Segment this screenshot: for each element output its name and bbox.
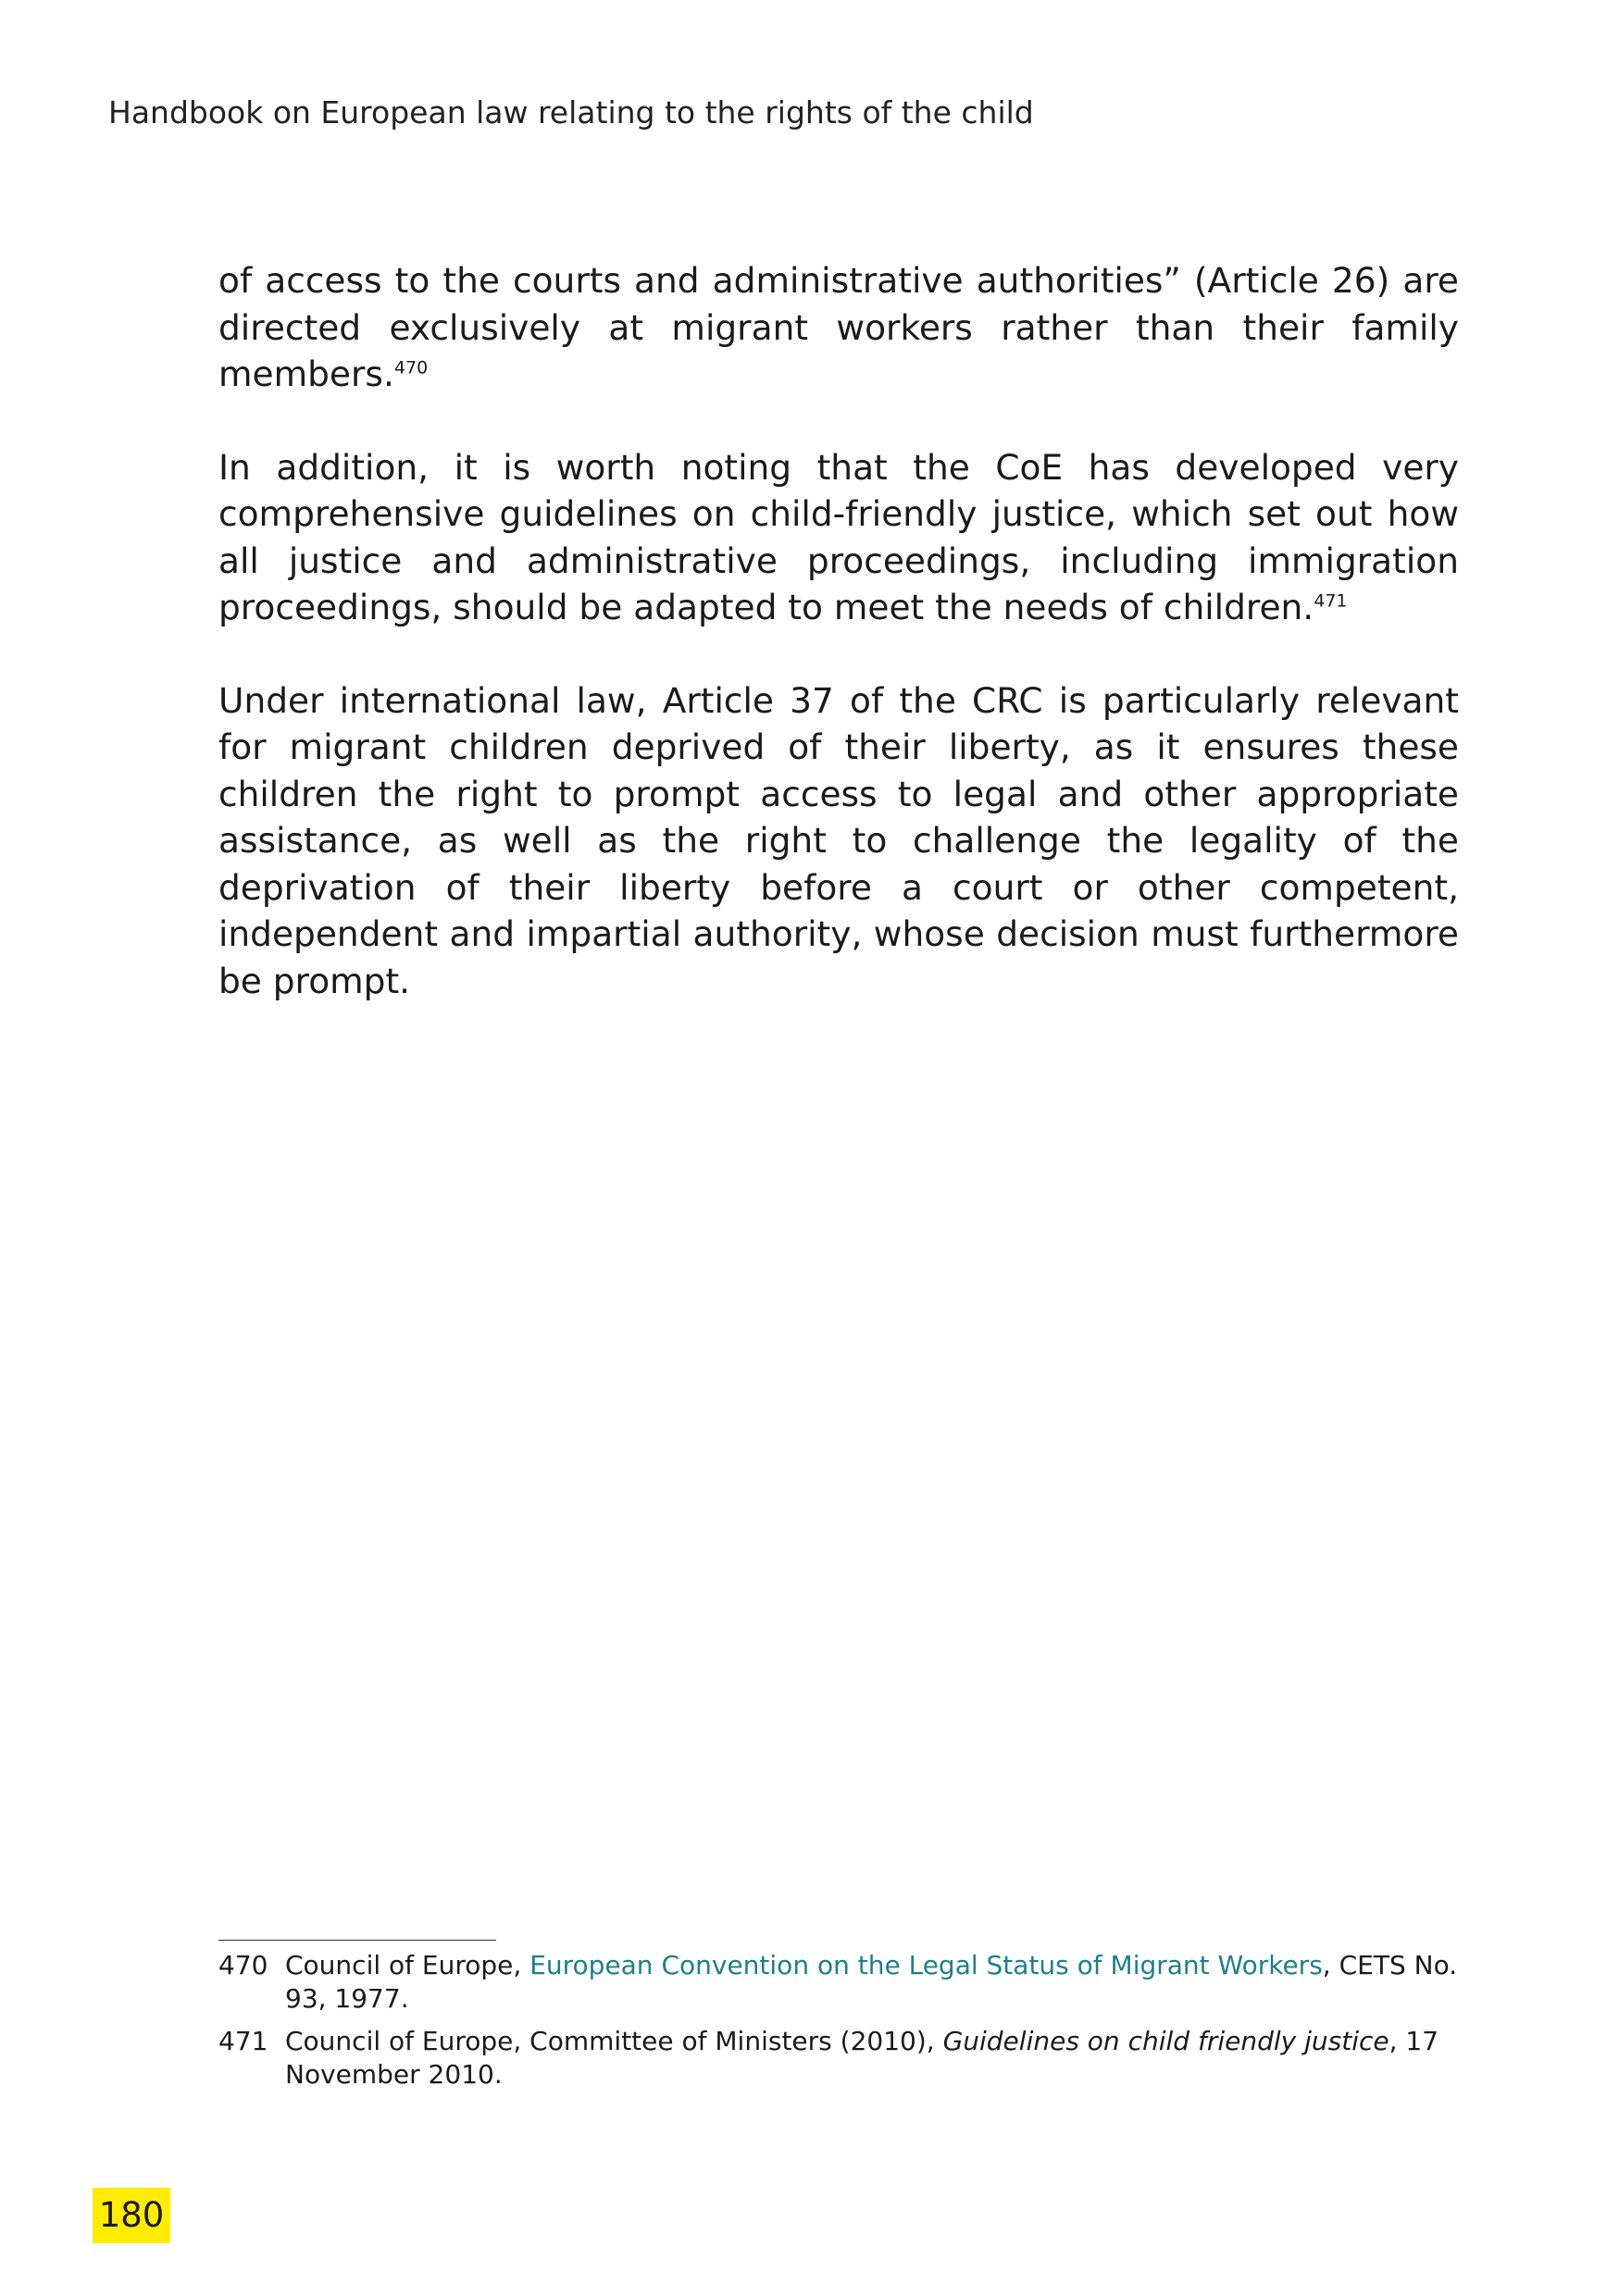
paragraph-2 [218,444,1459,631]
paragraph-2-text: In addition, it is worth noting that the CoE has developed very comprehensive guidelines on child-friendly justice, which set out how all justice and administrative proceedings, including immigration proceedings, should be adapted to meet the needs of children. [218,446,1459,627]
footnote-prefix: Council of Europe, [285,1950,530,1980]
footnote-text [285,1949,1459,2016]
footnote-number: 470 [218,1950,268,1980]
footnote-470 [218,1949,1459,2016]
footnote-suffix: , 17 November 2010. [285,2026,1439,2090]
paragraph-1 [218,257,1459,398]
footnote-ref-470[interactable]: 470 [393,357,429,379]
convention-link[interactable]: European Convention on the Legal Status of Migrant Workers [529,1950,1323,1980]
paragraph-3-text: Under international law, Article 37 of the CRC is particularly relevant for migrant children deprived of their liberty, as it ensures these children the right to prompt access to legal and other appropriate assistance, as well as the right to challenge the legality of the deprivation of their liberty before a court or other competent, independent and impartial authority, whose decision must furthermore be prompt. [218,679,1459,1001]
footnote-suffix: , CETS No. 93, 1977. [285,1950,1458,2014]
footnote-prefix: Council of Europe, Committee of Ministers (2010), [285,2026,943,2056]
footnote-divider [218,1940,496,1941]
page-number: 180 [93,2188,170,2243]
guidelines-title: Guidelines on child friendly justice [942,2026,1389,2056]
footnote-471 [218,2025,1459,2091]
main-text [218,257,1459,1050]
running-header: Handbook on European law relating to the rights of the child [108,94,1034,130]
paragraph-3 [218,677,1459,1005]
paragraph-1-text: of access to the courts and administrative authorities” (Article 26) are directed exclusively at migrant workers rather than their family members. [218,260,1459,394]
footnote-number: 471 [218,2026,268,2056]
footnotes [218,1949,1459,2101]
footnote-text [285,2025,1459,2091]
footnote-ref-471[interactable]: 471 [1314,590,1348,612]
